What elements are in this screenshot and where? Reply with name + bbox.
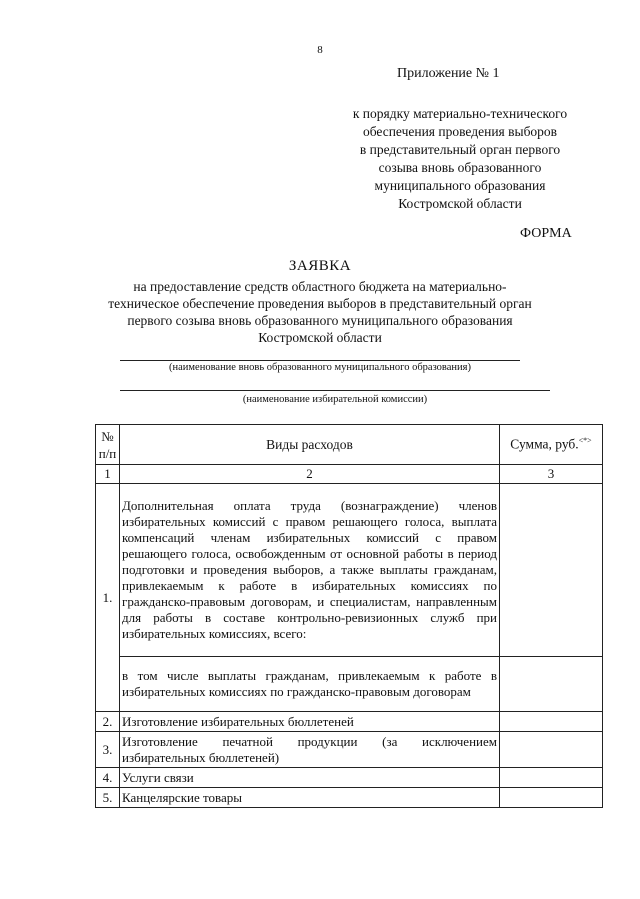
- municipality-caption: (наименование вновь образованного муниципального образования): [169, 362, 471, 373]
- row-text: Изготовление печатной продукции (за исключением избирательных бюллетеней): [120, 732, 500, 768]
- table-row: [96, 732, 603, 768]
- header-sum-label: Сумма, руб.: [510, 436, 579, 452]
- order-line: созыва вновь образованного: [378, 160, 542, 175]
- order-line: в представительный орган первого: [359, 142, 561, 157]
- appendix-label: Приложение № 1: [397, 66, 500, 81]
- row-sum[interactable]: [500, 768, 603, 788]
- row-sum[interactable]: [500, 484, 603, 657]
- table-index-row: [96, 465, 603, 484]
- page-number: 8: [317, 44, 323, 56]
- row-sum[interactable]: [500, 712, 603, 732]
- header-name: Виды расходов: [120, 425, 500, 465]
- row-text: в том числе выплаты гражданам, привлекаемым к работе в избирательных комиссиях по гражданско-правовым договорам: [120, 657, 500, 712]
- subtitle-line: на предоставление средств областного бюджета на материально-: [133, 279, 507, 294]
- row-num: 5.: [96, 788, 120, 808]
- row-sum[interactable]: [500, 788, 603, 808]
- table-row: [96, 484, 603, 657]
- row-sum[interactable]: [500, 657, 603, 712]
- table-header-row: [96, 425, 603, 465]
- municipality-fill-line[interactable]: [120, 360, 520, 361]
- header-num: № п/п: [96, 425, 120, 465]
- table-row: [96, 657, 603, 712]
- commission-fill-line[interactable]: [120, 390, 550, 391]
- subtitle-line: техническое обеспечение проведения выборов в представительный орган: [108, 296, 532, 311]
- table-row: [96, 788, 603, 808]
- index-cell: 2: [120, 465, 500, 484]
- index-cell: 3: [500, 465, 603, 484]
- order-reference: [320, 105, 600, 213]
- row-num: 2.: [96, 712, 120, 732]
- order-line: к порядку материально-технического: [352, 106, 568, 121]
- index-cell: 1: [96, 465, 120, 484]
- row-sum[interactable]: [500, 732, 603, 768]
- row-text: Услуги связи: [120, 768, 500, 788]
- table-row: [96, 712, 603, 732]
- subtitle-line: первого созыва вновь образованного муниципального образования: [127, 313, 513, 328]
- order-line: Костромской области: [398, 196, 522, 211]
- form-label: ФОРМА: [520, 226, 572, 241]
- order-line: муниципального образования: [374, 178, 546, 193]
- subtitle-line: Костромской области: [258, 330, 382, 345]
- row-text: Дополнительная оплата труда (вознаграждение) членов избирательных комиссий с правом решающего голоса, выплата компенсаций членам избирательных комиссий с правом решающего голоса, освобожденным от основной работы в период подготовки и проведения выборов, а также выплаты гражданам, привлекаемым к работе в избирательных комиссиях по гражданско-правовым договорам, и специалистам, направленным для работы в составе контрольно-ревизионных служб при избирательных комиссиях, всего:: [120, 484, 500, 657]
- expenses-table: [95, 424, 603, 808]
- row-num: 4.: [96, 768, 120, 788]
- header-sum: [500, 425, 603, 465]
- table-row: [96, 768, 603, 788]
- header-sum-note: <*>: [578, 436, 592, 446]
- commission-caption: (наименование избирательной комиссии): [242, 394, 428, 405]
- row-text: Изготовление избирательных бюллетеней: [120, 712, 500, 732]
- row-num: 3.: [96, 732, 120, 768]
- document-subtitle: [80, 278, 560, 346]
- document-title: ЗАЯВКА: [288, 258, 352, 274]
- row-text: Канцелярские товары: [120, 788, 500, 808]
- order-line: обеспечения проведения выборов: [362, 124, 558, 139]
- row-num: 1.: [96, 484, 120, 712]
